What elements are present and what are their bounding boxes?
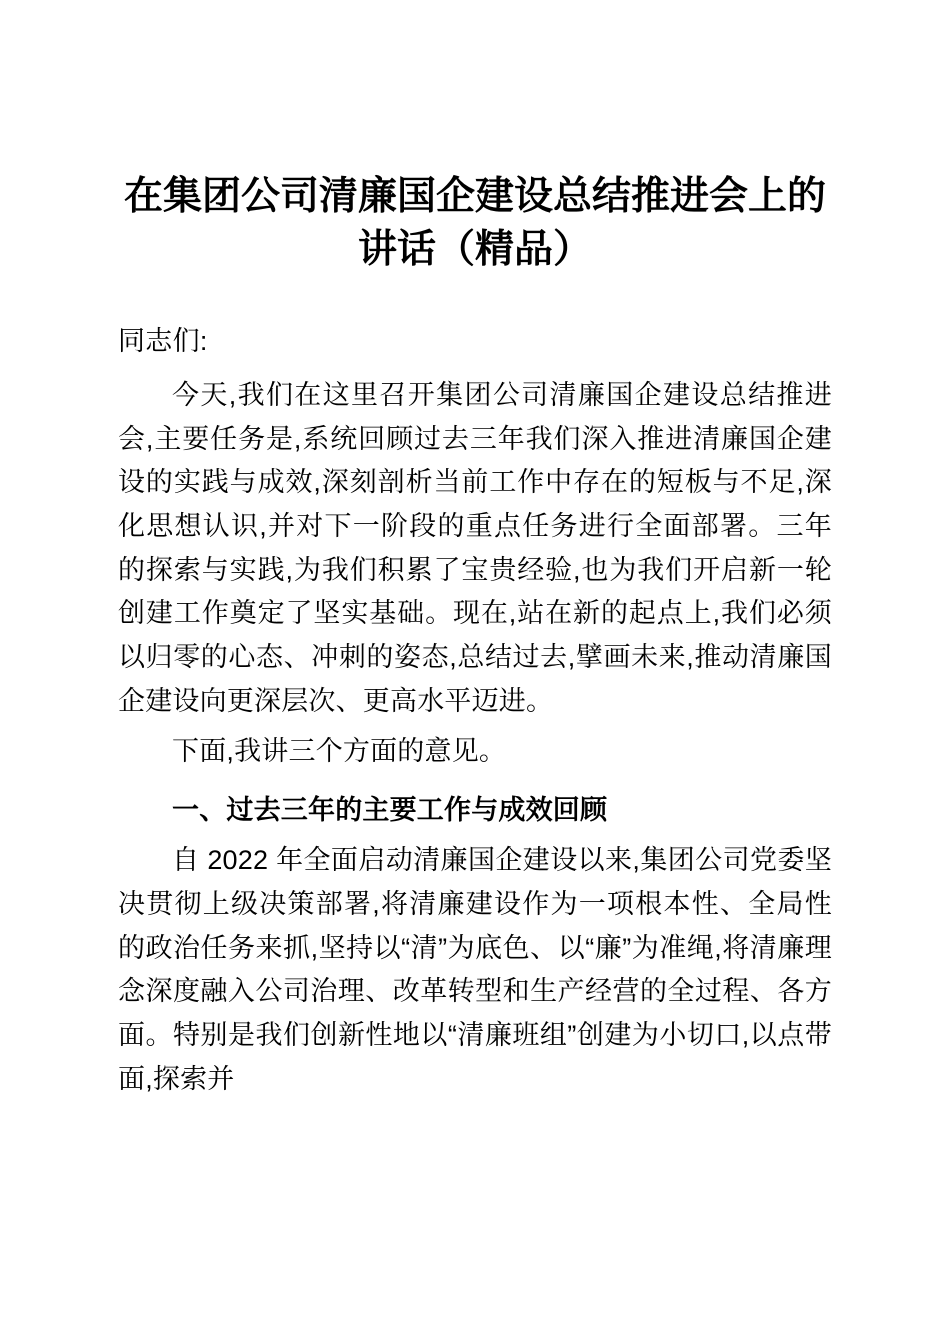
- salutation: 同志们:: [118, 326, 208, 357]
- body-paragraph-1: 今天,我们在这里召开集团公司清廉国企建设总结推进会,主要任务是,系统回顾过去三年我们深入推进清廉国企建设的实践与成效,深刻剖析当前工作中存在的短板与不足,深化思想认识,并对下一阶段的重点任务进行全面部署。三年的探索与实践,为我们积累了宝贵经验,也为我们开启新一轮创建工作奠定了坚实基础。现在,站在新的起点上,我们必须以归零的心态、冲刺的姿态,总结过去,擘画未来,推动清廉国企建设向更深层次、更高水平迈进。: [118, 379, 832, 716]
- body-paragraph-2: 下面,我讲三个方面的意见。: [172, 735, 507, 766]
- section-paragraph-1: 自 2022 年全面启动清廉国企建设以来,集团公司党委坚决贯彻上级决策部署,将清廉建设作为一项根本性、全局性的政治任务来抓,坚持以“清”为底色、以“廉”为准绳,将清廉理念深度融入公司治理、改革转型和生产经营的全过程、各方面。特别是我们创新性地以“清廉班组”创建为小切口,以点带面,探索并: [118, 845, 832, 1094]
- section-heading-1: 一、过去三年的主要工作与成效回顾: [172, 795, 608, 826]
- document-title: 在集团公司清廉国企建设总结推进会上的讲话（精品）: [123, 175, 826, 272]
